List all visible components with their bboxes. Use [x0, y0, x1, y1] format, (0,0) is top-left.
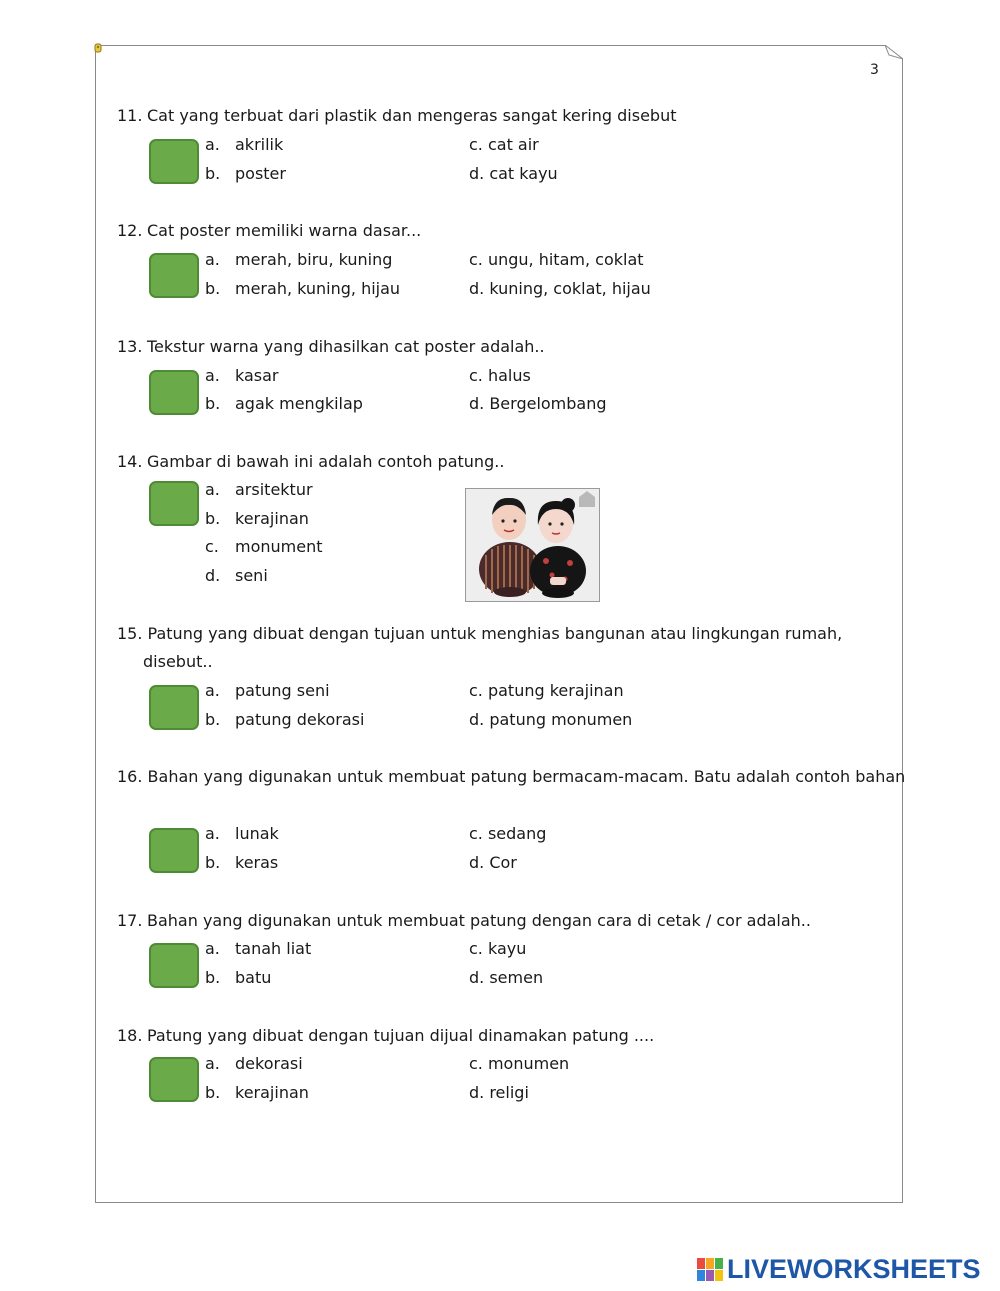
- answer-box[interactable]: [149, 828, 199, 873]
- option-d: d. semen: [469, 968, 544, 987]
- answer-box[interactable]: [149, 481, 199, 526]
- option-b: b. agak mengkilap: [205, 394, 363, 413]
- option-b: b. poster: [205, 164, 286, 183]
- option-a: a. patung seni: [205, 681, 330, 700]
- question-text: Bahan yang digunakan untuk membuat patung bermacam-macam. Batu adalah contoh bahan: [147, 767, 906, 786]
- answer-box[interactable]: [149, 253, 199, 298]
- question-number: 15.: [117, 624, 143, 643]
- question-number: 16.: [117, 767, 143, 786]
- question-number: 13.: [117, 337, 143, 356]
- option-b: b. kerajinan: [205, 1083, 309, 1102]
- option-a: a. akrilik: [205, 135, 284, 154]
- question-number: 11.: [117, 106, 143, 125]
- option-c: c. ungu, hitam, coklat: [469, 250, 644, 269]
- question-text: Bahan yang digunakan untuk membuat patung dengan cara di cetak / cor adalah..: [147, 911, 811, 930]
- option-c: c. patung kerajinan: [469, 681, 624, 700]
- option-d: d. Cor: [469, 853, 517, 872]
- option-c: c. kayu: [469, 939, 527, 958]
- option-c: c. cat air: [469, 135, 539, 154]
- option-b: b. batu: [205, 968, 272, 987]
- answer-box[interactable]: [149, 370, 199, 415]
- question-number: 17.: [117, 911, 143, 930]
- statue-figurines-image: [465, 488, 600, 602]
- option-b: b. merah, kuning, hijau: [205, 279, 401, 298]
- option-a: a. dekorasi: [205, 1054, 303, 1073]
- option-d: d. cat kayu: [469, 164, 558, 183]
- logo-blocks-icon: [697, 1256, 725, 1282]
- liveworksheets-logo: [697, 1254, 981, 1284]
- pin-icon: [93, 40, 103, 52]
- option-b: b. patung dekorasi: [205, 710, 365, 729]
- option-d: d. religi: [469, 1083, 529, 1102]
- option-a: a. merah, biru, kuning: [205, 250, 393, 269]
- question-text: Patung yang dibuat dengan tujuan dijual dinamakan patung ....: [147, 1026, 655, 1045]
- question-text: Cat poster memiliki warna dasar...: [147, 221, 422, 240]
- answer-box[interactable]: [149, 139, 199, 184]
- option-a: a. arsitektur: [205, 480, 313, 499]
- option-b: b. keras: [205, 853, 279, 872]
- question-text: Tekstur warna yang dihasilkan cat poster adalah..: [147, 337, 545, 356]
- answer-box[interactable]: [149, 685, 199, 730]
- question-number: 14.: [117, 452, 143, 471]
- page-number: 3: [870, 62, 879, 78]
- answer-box[interactable]: [149, 1057, 199, 1102]
- question-number: 18.: [117, 1026, 143, 1045]
- option-c: c. sedang: [469, 824, 547, 843]
- option-d: d. seni: [205, 566, 268, 585]
- question-number: 12.: [117, 221, 143, 240]
- question-text: Cat yang terbuat dari plastik dan mengeras sangat kering disebut: [147, 106, 677, 125]
- page-fold-corner: [885, 45, 903, 59]
- answer-box[interactable]: [149, 943, 199, 988]
- option-a: a. lunak: [205, 824, 279, 843]
- option-a: a. tanah liat: [205, 939, 312, 958]
- option-a: a. kasar: [205, 366, 279, 385]
- option-d: d. Bergelombang: [469, 394, 607, 413]
- option-d: d. kuning, coklat, hijau: [469, 279, 651, 298]
- brand-text: LIVEWORKSHEETS: [727, 1254, 981, 1284]
- option-c: c. monument: [205, 537, 323, 556]
- option-d: d. patung monumen: [469, 710, 633, 729]
- question-text: Patung yang dibuat dengan tujuan untuk menghias bangunan atau lingkungan rumah, disebut..: [143, 624, 843, 671]
- option-b: b. kerajinan: [205, 509, 309, 528]
- question-text: Gambar di bawah ini adalah contoh patung..: [147, 452, 505, 471]
- option-c: c. monumen: [469, 1054, 570, 1073]
- option-c: c. halus: [469, 366, 531, 385]
